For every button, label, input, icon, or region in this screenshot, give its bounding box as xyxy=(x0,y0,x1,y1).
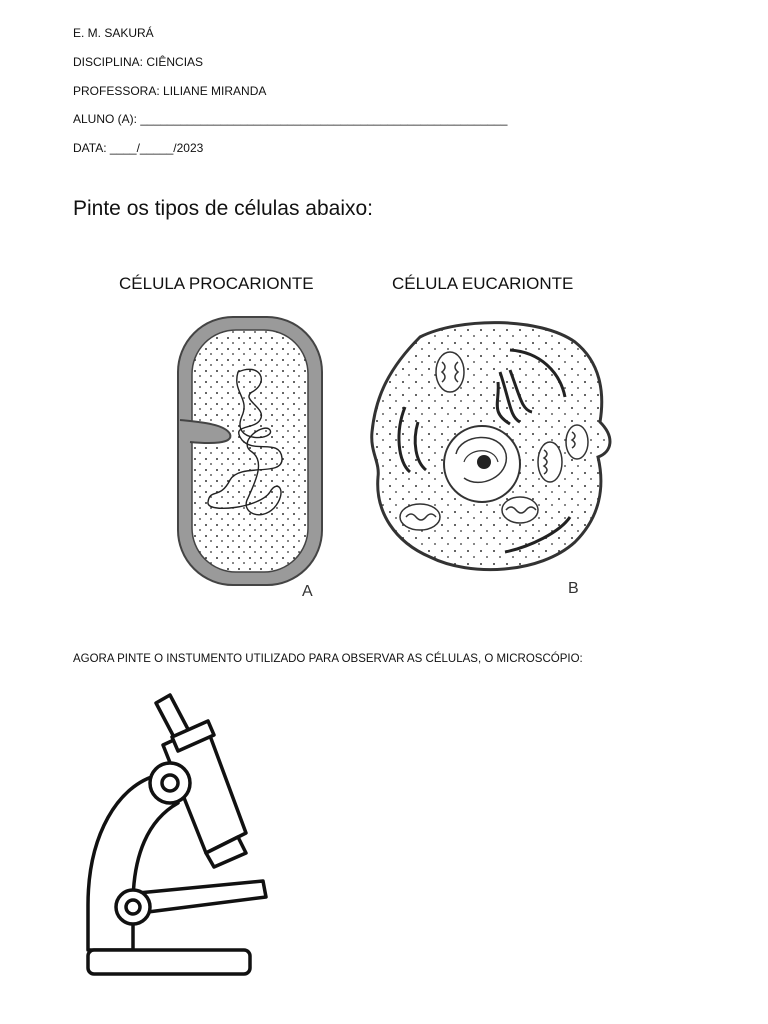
exercise-instruction: Pinte os tipos de células abaixo: xyxy=(73,197,374,220)
eukaryote-caption: CÉLULA EUCARIONTE xyxy=(392,274,574,293)
microscope-base xyxy=(88,950,250,974)
prokaryote-caption: CÉLULA PROCARIONTE xyxy=(119,274,314,293)
microscope-instruction: AGORA PINTE O INSTUMENTO UTILIZADO PARA OBSERVAR AS CÉLULAS, O MICROSCÓPIO: xyxy=(73,653,583,665)
microscope-illustration xyxy=(78,685,278,985)
eukaryote-cell-illustration xyxy=(360,312,625,602)
date-field[interactable]: DATA: ____/_____/2023 xyxy=(73,141,204,155)
subject-line: DISCIPLINA: CIÊNCIAS xyxy=(73,55,204,69)
cell-label-b: B xyxy=(568,580,579,597)
teacher-line: PROFESSORA: LILIANE MIRANDA xyxy=(73,84,267,98)
nucleolus xyxy=(477,455,491,469)
cell-label-a: A xyxy=(302,583,313,600)
student-name-field[interactable]: ALUNO (A): _______________________________________________________ xyxy=(73,112,508,126)
microscope-stage xyxy=(138,881,266,913)
prokaryote-cell-illustration xyxy=(170,312,330,602)
school-name: E. M. SAKURÁ xyxy=(73,26,154,40)
